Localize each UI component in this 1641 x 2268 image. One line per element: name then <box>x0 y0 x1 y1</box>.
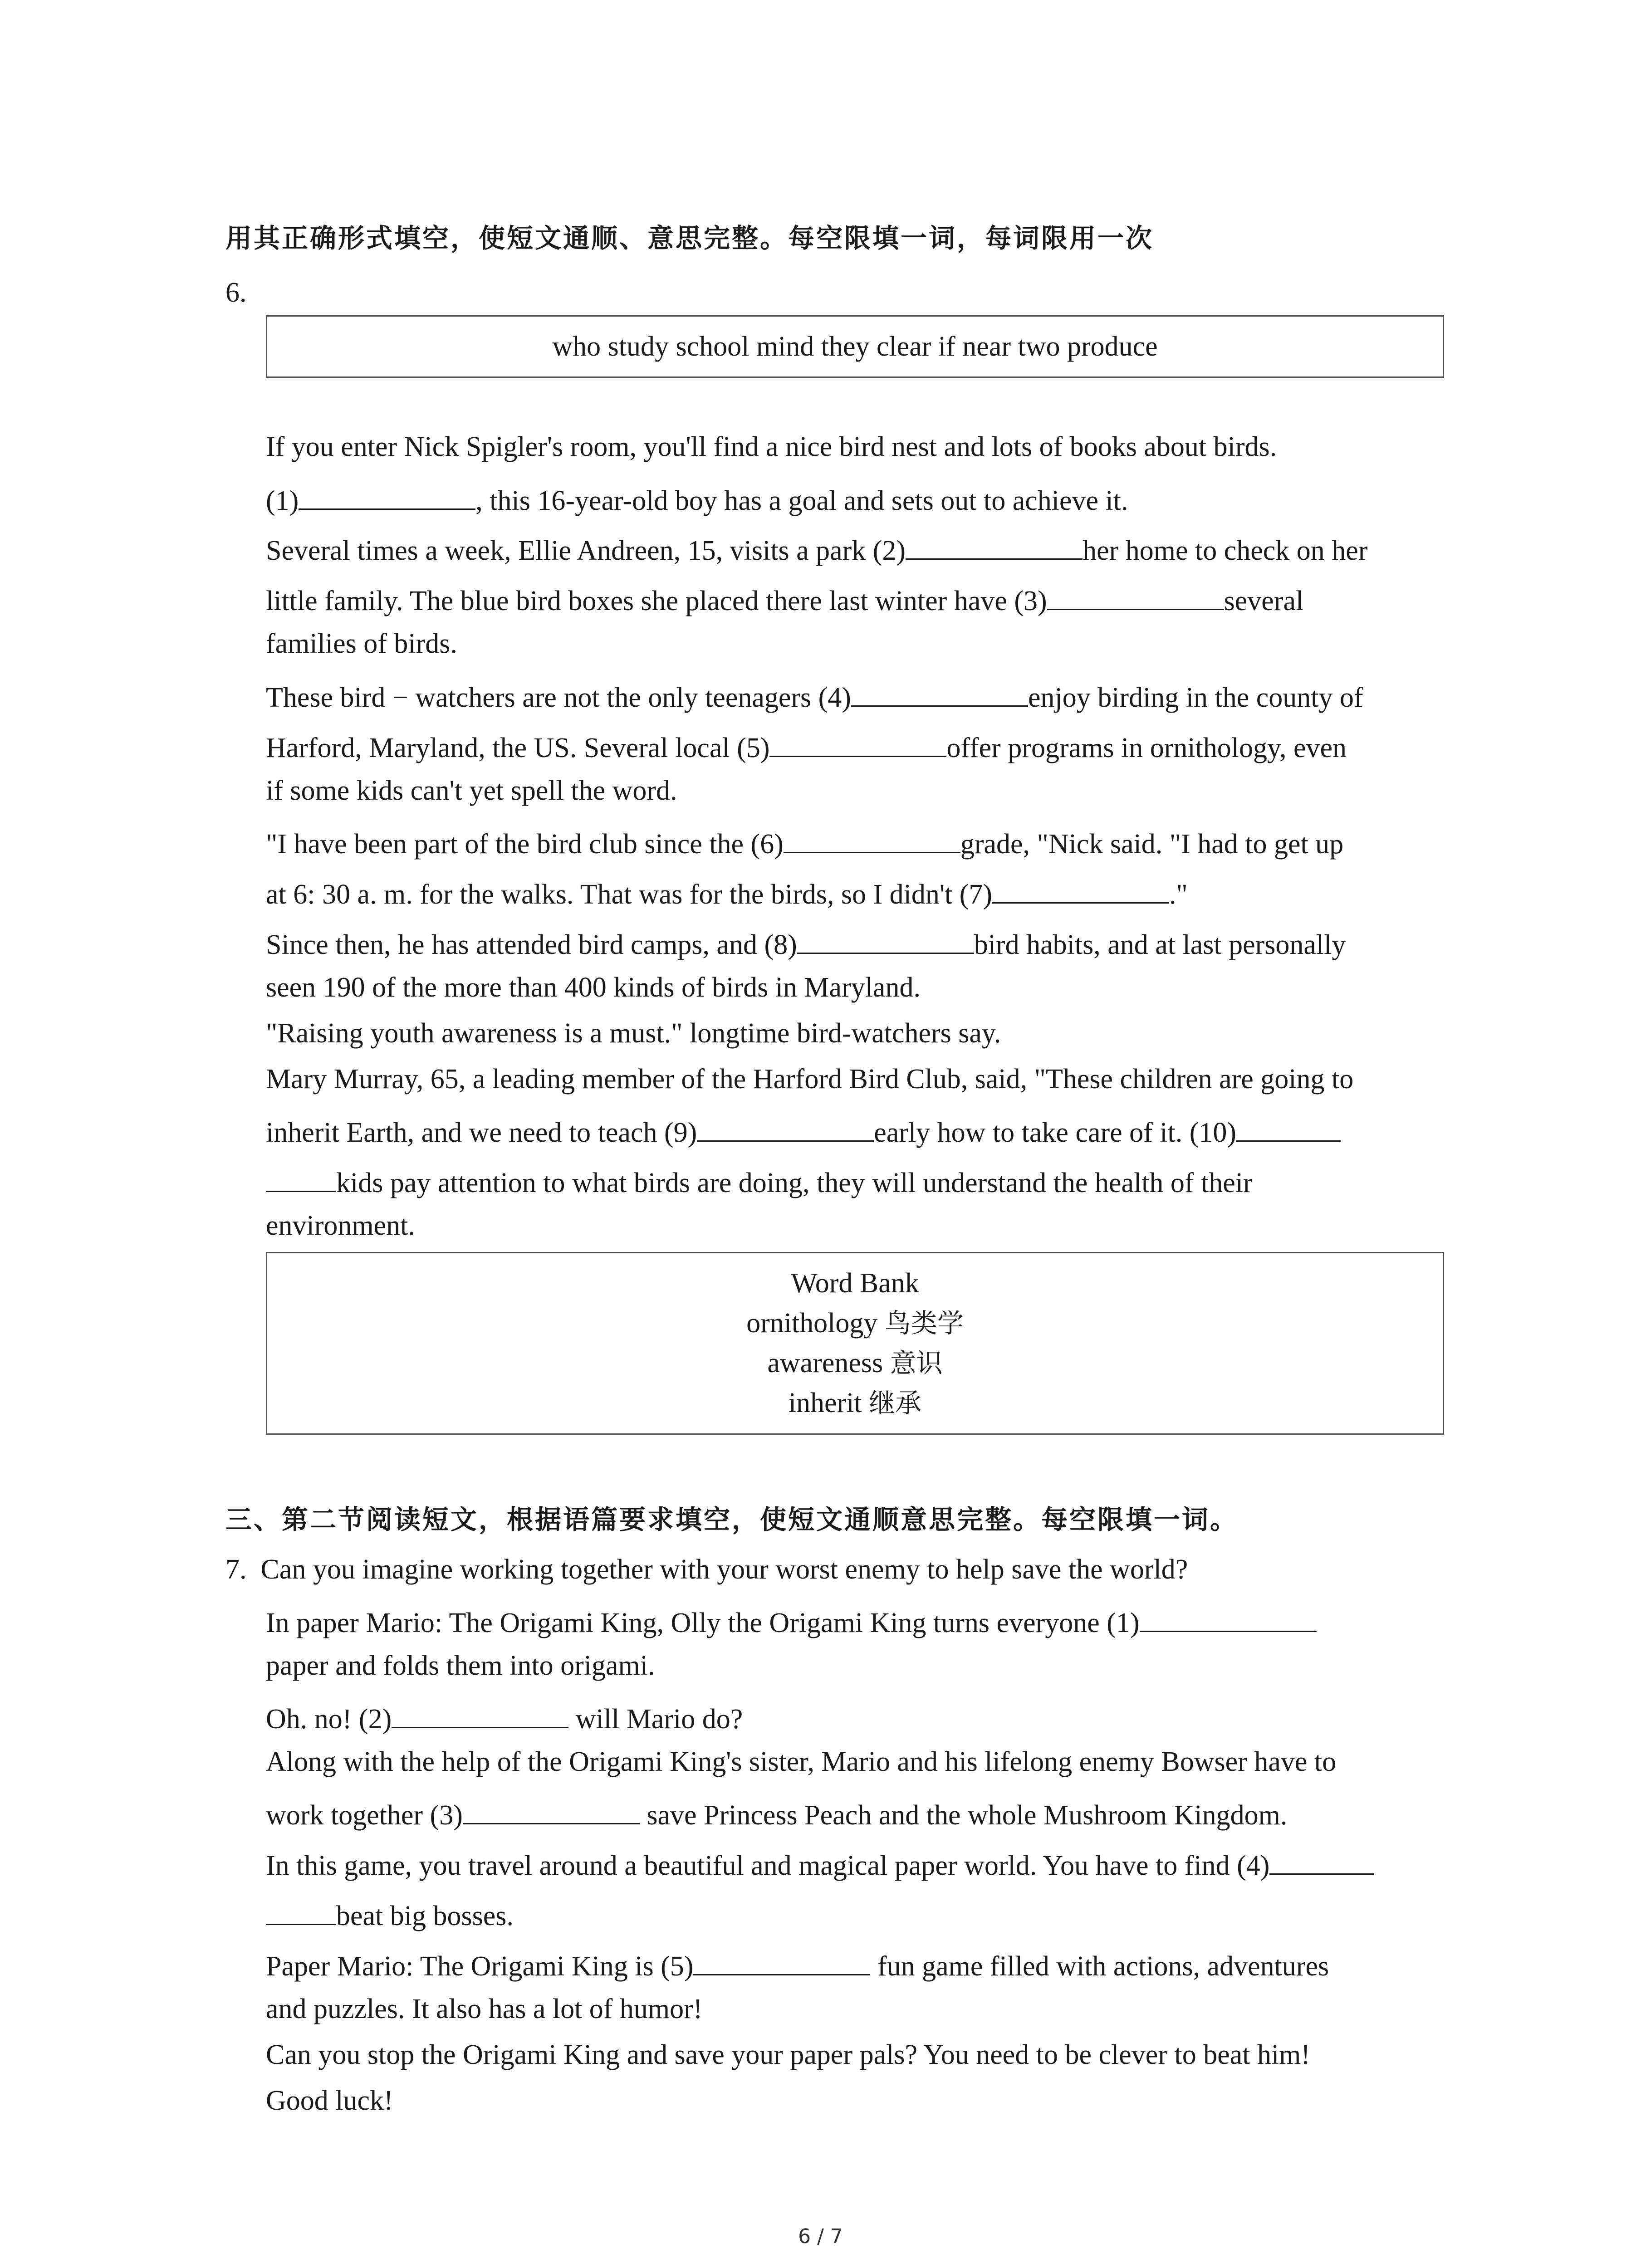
passage-line: and puzzles. It also has a lot of humor! <box>266 1994 703 2024</box>
passage-line: beat big bosses. <box>266 1895 514 1934</box>
passage-line: Mary Murray, 65, a leading member of the Harford Bird Club, said, "These children are going to <box>266 1064 1354 1095</box>
passage-line: If you enter Nick Spigler's room, you'll find a nice bird nest and lots of books about birds. <box>266 431 1277 462</box>
passage-line: families of birds. <box>266 628 457 659</box>
word-choice-box <box>266 315 1444 378</box>
passage-line: "Raising youth awareness is a must." longtime bird-watchers say. <box>266 1018 1001 1049</box>
answer-blank-2[interactable] <box>392 1698 568 1728</box>
passage-line: Good luck! <box>266 2085 393 2116</box>
passage-line: Along with the help of the Origami King's sister, Mario and his lifelong enemy Bowser have to <box>266 1746 1337 1777</box>
answer-blank-3[interactable] <box>1047 580 1224 610</box>
passage-line: In paper Mario: The Origami King, Olly the Origami King turns everyone (1) <box>266 1602 1317 1641</box>
passage-line: Oh. no! (2) will Mario do? <box>266 1698 743 1737</box>
word-choice-list: who study school mind they clear if near two produce <box>552 331 1158 362</box>
word-bank-title: Word Bank <box>791 1268 919 1299</box>
passage-line: Several times a week, Ellie Andreen, 15, visits a park (2) her home to check on her <box>266 529 1367 569</box>
answer-blank-5[interactable] <box>769 727 946 757</box>
passage-line: Since then, he has attended bird camps, and (8) bird habits, and at last personally <box>266 924 1346 963</box>
answer-blank-1[interactable] <box>299 479 475 510</box>
answer-blank-8[interactable] <box>797 924 974 954</box>
answer-blank-1[interactable] <box>1140 1602 1317 1632</box>
answer-blank-2[interactable] <box>906 529 1083 560</box>
passage-line: (1) , this 16-year-old boy has a goal and sets out to achieve it. <box>266 479 1128 519</box>
passage-line: at 6: 30 a. m. for the walks. That was for the birds, so I didn't (7) ." <box>266 873 1188 913</box>
page-number: 6 / 7 <box>798 2225 843 2248</box>
answer-blank-5[interactable] <box>693 1945 870 1975</box>
question-7-first-line: 7. Can you imagine working together with your worst enemy to help save the world? <box>225 1554 1188 1585</box>
answer-blank-7[interactable] <box>992 873 1169 904</box>
passage-line: Paper Mario: The Origami King is (5) fun game filled with actions, adventures <box>266 1945 1329 1984</box>
answer-blank-4[interactable] <box>1269 1844 1374 1875</box>
passage-line: Harford, Maryland, the US. Several local (5) offer programs in ornithology, even <box>266 727 1347 766</box>
passage-line: Can you stop the Origami King and save your paper pals? You need to be clever to beat him! <box>266 2039 1311 2070</box>
answer-blank-6[interactable] <box>784 823 960 853</box>
section-heading-fill-in: 用其正确形式填空，使短文通顺、意思完整。每空限填一词，每词限用一次 <box>225 223 1154 254</box>
passage-line: paper and folds them into origami. <box>266 1650 655 1681</box>
passage-line: kids pay attention to what birds are doing, they will understand the health of their <box>266 1162 1253 1201</box>
word-bank-item: awareness 意识 <box>767 1348 943 1378</box>
passage-line: if some kids can't yet spell the word. <box>266 775 677 806</box>
passage-line: work together (3) save Princess Peach and the whole Mushroom Kingdom. <box>266 1794 1287 1833</box>
passage-line: environment. <box>266 1210 415 1241</box>
section-heading-reading: 三、第二节阅读短文，根据语篇要求填空，使短文通顺意思完整。每空限填一词。 <box>225 1504 1239 1535</box>
passage-line: seen 190 of the more than 400 kinds of birds in Maryland. <box>266 972 921 1003</box>
question-number-7: 7. <box>225 1554 247 1585</box>
passage-line: inherit Earth, and we need to teach (9) early how to take care of it. (10) <box>266 1111 1341 1151</box>
word-bank-item: inherit 继承 <box>788 1388 922 1418</box>
word-bank-item: ornithology 鸟类学 <box>746 1308 964 1339</box>
passage-line: little family. The blue bird boxes she placed there last winter have (3) several <box>266 580 1303 619</box>
answer-blank-10-continued[interactable] <box>266 1162 336 1192</box>
answer-blank-4[interactable] <box>851 676 1028 707</box>
passage-line: These bird − watchers are not the only teenagers (4) enjoy birding in the county of <box>266 676 1363 716</box>
word-bank-box <box>266 1252 1444 1435</box>
answer-blank-10[interactable] <box>1236 1111 1341 1142</box>
question-number-6: 6. <box>225 277 247 308</box>
answer-blank-4-continued[interactable] <box>266 1895 336 1925</box>
answer-blank-3[interactable] <box>463 1794 640 1824</box>
passage-line: "I have been part of the bird club since the (6) grade, "Nick said. "I had to get up <box>266 823 1343 862</box>
answer-blank-9[interactable] <box>697 1111 874 1142</box>
passage-line: In this game, you travel around a beautiful and magical paper world. You have to find (4) <box>266 1844 1374 1884</box>
